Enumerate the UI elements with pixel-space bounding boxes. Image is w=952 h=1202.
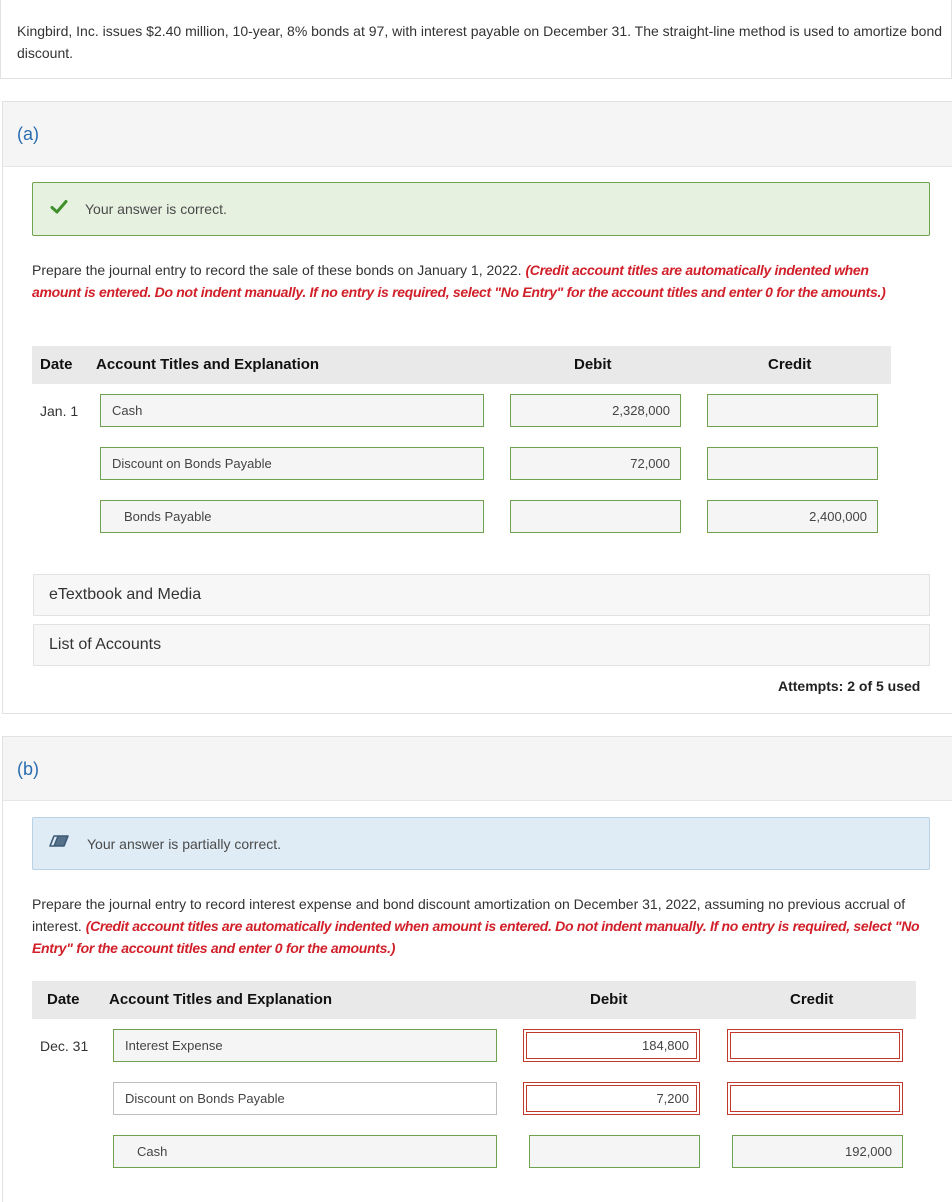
credit-field[interactable] [707, 447, 878, 480]
debit-field[interactable] [510, 500, 681, 533]
credit-field[interactable]: 192,000 [732, 1135, 903, 1168]
debit-field[interactable]: 2,328,000 [510, 394, 681, 427]
account-field[interactable]: Cash [100, 394, 484, 427]
feedback-text: Your answer is partially correct. [87, 836, 282, 852]
account-field[interactable]: Interest Expense [113, 1029, 497, 1062]
debit-header: Debit [574, 356, 612, 373]
prompt-warning: (Credit account titles are automatically indented when amount is entered. Do not indent manually. If no entry is required, select "No Entry" for the account titles and enter 0 for the amounts.) [32, 918, 920, 956]
eraser-icon [48, 834, 70, 848]
part-b-panel [2, 736, 952, 1202]
credit-field[interactable] [727, 1029, 903, 1062]
prompt-text: Prepare the journal entry to record interest expense and bond discount amortization on December 31, 2022, assuming no previous accrual of interest. [32, 896, 906, 934]
account-header: Account Titles and Explanation [96, 356, 320, 373]
entry-date: Jan. 1 [40, 403, 79, 419]
part-b-label: (b) [17, 759, 39, 779]
attempts-counter: Attempts: 2 of 5 used [778, 678, 921, 694]
part-b-prompt [32, 893, 922, 959]
credit-header: Credit [768, 356, 812, 373]
account-field[interactable]: Cash [113, 1135, 497, 1168]
account-field[interactable]: Discount on Bonds Payable [113, 1082, 497, 1115]
part-a-prompt [32, 259, 912, 303]
part-a-header [3, 102, 952, 167]
account-field[interactable]: Discount on Bonds Payable [100, 447, 484, 480]
account-field[interactable]: Bonds Payable [100, 500, 484, 533]
debit-field[interactable]: 72,000 [510, 447, 681, 480]
etextbook-link[interactable]: eTextbook and Media [33, 574, 930, 616]
credit-field[interactable] [707, 394, 878, 427]
prompt-text: Prepare the journal entry to record the sale of these bonds on January 1, 2022. [32, 262, 526, 278]
debit-field[interactable] [529, 1135, 700, 1168]
entry-date: Dec. 31 [40, 1038, 89, 1054]
debit-field[interactable]: 7,200 [523, 1082, 700, 1115]
part-a-label: (a) [17, 124, 39, 144]
date-header: Date [47, 991, 80, 1008]
account-header: Account Titles and Explanation [109, 991, 333, 1008]
feedback-text: Your answer is correct. [85, 201, 227, 217]
list-of-accounts-link[interactable]: List of Accounts [33, 624, 930, 666]
credit-field[interactable]: 2,400,000 [707, 500, 878, 533]
debit-header: Debit [590, 991, 628, 1008]
credit-field[interactable] [727, 1082, 903, 1115]
prompt-warning: (Credit account titles are automatically indented when amount is entered. Do not indent manually. If no entry is required, select "No Entry" for the account titles and enter 0 for the amounts.) [32, 262, 886, 300]
problem-statement: Kingbird, Inc. issues $2.40 million, 10-year, 8% bonds at 97, with interest payable on December 31. The straight-line method is used to amortize bond discount. [17, 23, 943, 61]
check-icon [50, 199, 68, 215]
credit-header: Credit [790, 991, 834, 1008]
debit-field[interactable]: 184,800 [523, 1029, 700, 1062]
part-b-header [3, 737, 952, 801]
date-header: Date [40, 356, 73, 373]
